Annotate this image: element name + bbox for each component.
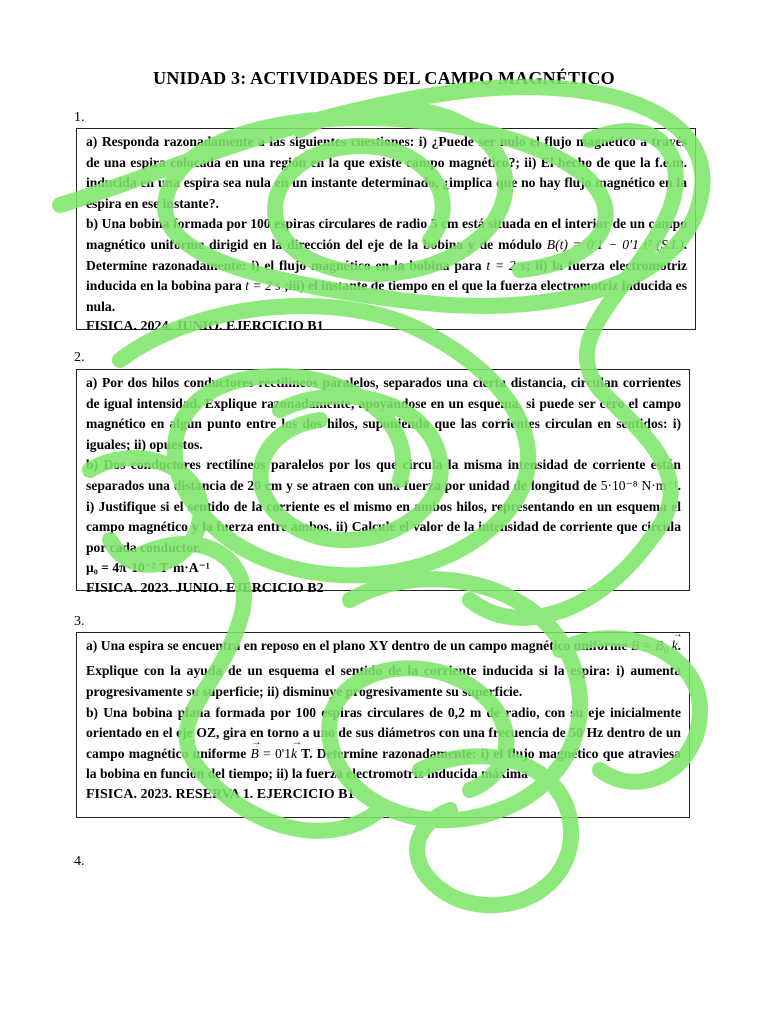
question-number-1: 1. — [74, 110, 85, 125]
q2-part-b — [86, 455, 681, 558]
question-box-3 — [76, 632, 690, 818]
q3-vector-B2: → B — [251, 744, 259, 765]
q1-part-b — [86, 214, 687, 317]
q1-source: FISICA. 2024. JUNIO. EJERCICIO B1 — [86, 319, 324, 335]
question-box-1 — [76, 128, 696, 335]
question-number-2: 2. — [74, 350, 85, 365]
q3-b-text-2: T. Determine razonadamente: i) el flujo magnético que atraviesa la bobina en función del tiempo; ii) la fuerza electromotriz inducida máxima — [86, 745, 681, 782]
q2-force: 5·10⁻⁸ N·m⁻¹ — [600, 477, 678, 493]
q3-subscript: 0 — [663, 645, 669, 656]
q1-b-text-1: b) Una bobina formada por 100 espiras circulares de radio 5 cm está situada en el interior de un campo magnético uniforme dirigid en la dirección del eje de la bobina y de módulo — [86, 216, 687, 252]
q1-part-a: a) Responda razonadamente a las siguientes cuestiones: i) ¿Puede ser nulo el flujo magnético a través de una espira colocada en una región en la que existe campo magnético?; ii) El hecho de que la f.e.m. inducida en una espira sea nula en un instante determinado, ¿implica que no hay flujo magnético en la espira en ese instante?. — [86, 134, 687, 211]
q3-vector-k: → k — [672, 636, 678, 657]
q2-constant: μ₀ = 4π·10⁻⁷ T·m·A⁻¹ — [86, 560, 210, 576]
q3-a-text-1: a) Una espira se encuentra en reposo en el plano XY dentro de un campo magnético uniforme — [86, 638, 628, 653]
q2-source: FISICA. 2023. JUNIO. EJERCICIO B2 — [86, 580, 324, 596]
q1-b-text-4: ;iii) el instante de tiempo en el que la fuerza electromotriz inducida es nula. — [86, 278, 687, 314]
q1-time-2: t = 2 s — [245, 278, 281, 294]
q2-b-text-2: . i) Justifique si el sentido de la corriente es el mismo en ambos hilos, representando en un esquema el campo magnético y la fuerza entre ambos. ii) Calcule el valor de la intensidad de corriente que circula por cada conductor. — [86, 477, 681, 555]
q3-b-text-1: b) Una bobina plana formada por 100 espiras circulares de 0,2 m de radio, con su eje inicialmente orientado en el eje OZ, gira en torno a uno de sus diámetros con una frecuencia de 50 Hz dentro de un campo magnético uniforme — [86, 704, 681, 761]
page-title: UNIDAD 3: ACTIVIDADES DEL CAMPO MAGNÉTICO — [153, 68, 615, 88]
q3-vector-k2: → k — [291, 744, 297, 765]
question-number-4: 4. — [74, 854, 85, 869]
question-box-2 — [76, 369, 690, 596]
q3-part-a — [86, 636, 681, 703]
q3-eq-b: = 0'1 — [258, 745, 292, 761]
q3-part-b — [86, 703, 681, 785]
q3-a-text-2: . Explique con la ayuda de un esquema el sentido de la corriente inducida si la espira: i) aumenta progresivamente su superficie; ii) disminuye progresivamente su superficie. — [86, 638, 682, 699]
q3-vector-B: → B — [631, 636, 639, 657]
q1-time-1: t = 2 s — [486, 257, 526, 273]
q2-part-a: a) Por dos hilos conductores rectilíneos paralelos, separados una cierta distancia, circulan corrientes de igual intensidad. Explique razonadamente, apoyándose en un esquema, si puede ser cero el campo magnético en algún punto entre los dos hilos, suponiendo que las corrientes circulan en sentidos: i) iguales; ii) opuestos. — [86, 375, 681, 452]
q2-b-text-1: b) Dos conductores rectilíneos paralelos por los que circula la misma intensidad de corriente están separados una distancia de 20 cm y se atraen con una fuerza por unidad de longitud de — [86, 457, 681, 493]
q3-eq-a: = B — [639, 638, 664, 653]
question-number-3: 3. — [74, 614, 85, 629]
q3-source: FISICA. 2023. RESERVA 1. EJERCICIO B1 — [86, 786, 355, 802]
q1-b-text-3: ; ii) la fuerza electromotriz inducida en la bobina para — [86, 257, 688, 294]
q1-formula: B(t) = 0'1 − 0'1 t² (S.I.) — [546, 236, 684, 252]
q1-b-text-2: . Determine razonadamente: i) el flujo magnético en la bobina para — [86, 236, 687, 273]
